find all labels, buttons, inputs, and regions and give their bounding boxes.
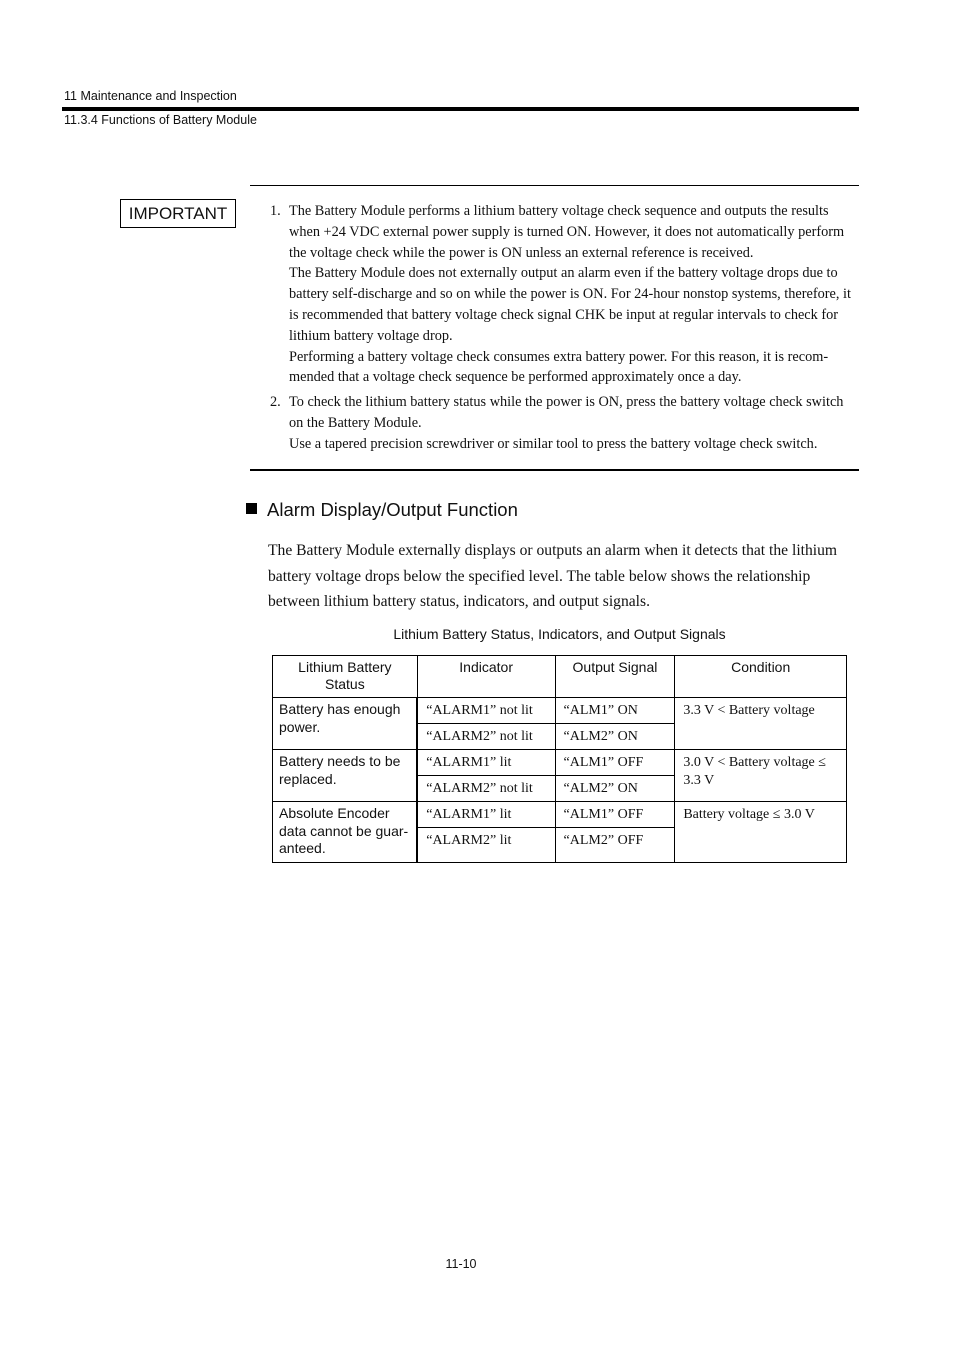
column-header: Lithium Battery Status	[273, 656, 418, 698]
note-paragraph: Performing a battery voltage check consumes extra battery power. For this reason, it is recom-mended that a voltage check sequence be performed approximately once a day.	[289, 348, 829, 386]
section-header: 11.3.4 Functions of Battery Module	[64, 113, 257, 127]
note-number: 2.	[270, 394, 281, 410]
section-heading	[246, 499, 518, 521]
section-heading-text: Alarm Display/Output Function	[267, 499, 518, 520]
important-bottom-rule	[250, 469, 859, 471]
indicator-cell: “ALARM1” not lit	[417, 698, 555, 724]
note-paragraph: The Battery Module performs a lithium battery voltage check sequence and outputs the results when +24 VDC external power supply is turned ON. However, it does not automatically perform the voltage check while the power is ON unless an external reference is received.	[289, 203, 845, 261]
note-paragraph: The Battery Module does not externally output an alarm even if the battery voltage drops due to battery self-discharge and so on while the power is ON. For 24-hour nonstop systems, therefore, it is recommended that battery voltage check signal CHK be input at regular intervals to check for lithium battery voltage drop.	[289, 265, 851, 344]
status-cell: Battery needs to be replaced.	[273, 750, 418, 802]
indicator-cell: “ALARM2” lit	[417, 828, 555, 863]
note-paragraph: Use a tapered precision screwdriver or similar tool to press the battery voltage check switch.	[289, 435, 818, 452]
page-number: 11-10	[445, 1257, 477, 1271]
output-cell: “ALM2” ON	[555, 724, 675, 750]
output-cell: “ALM2” ON	[555, 776, 675, 802]
chapter-header: 11 Maintenance and Inspection	[64, 89, 237, 103]
output-cell: “ALM1” OFF	[555, 750, 675, 776]
important-note-2	[270, 392, 860, 454]
column-header: Output Signal	[555, 656, 675, 698]
status-cell: Absolute Encoder data cannot be guar-anteed.	[273, 802, 418, 863]
condition-cell: Battery voltage ≤ 3.0 V	[675, 802, 847, 863]
note-number: 1.	[270, 203, 281, 219]
note-paragraph: To check the lithium battery status while the power is ON, press the battery voltage check switch on the Battery Module.	[289, 394, 844, 431]
column-header: Indicator	[417, 656, 555, 698]
output-cell: “ALM1” OFF	[555, 802, 675, 828]
indicator-cell: “ALARM1” lit	[417, 750, 555, 776]
important-note-1	[270, 201, 860, 388]
important-badge: IMPORTANT	[120, 199, 236, 228]
output-cell: “ALM1” ON	[555, 698, 675, 724]
indicator-cell: “ALARM1” lit	[417, 802, 555, 828]
condition-cell: 3.3 V < Battery voltage	[675, 698, 847, 750]
battery-status-table	[272, 655, 847, 863]
table-caption: Lithium Battery Status, Indicators, and Output Signals	[393, 626, 726, 642]
important-top-rule	[250, 185, 859, 186]
indicator-cell: “ALARM2” not lit	[417, 724, 555, 750]
table-row	[273, 802, 847, 828]
square-bullet-icon	[246, 503, 257, 514]
table-row	[273, 698, 847, 724]
condition-cell: 3.0 V < Battery voltage ≤ 3.3 V	[675, 750, 847, 802]
header-rule	[62, 107, 859, 111]
status-cell: Battery has enough power.	[273, 698, 418, 750]
indicator-cell: “ALARM2” not lit	[417, 776, 555, 802]
output-cell: “ALM2” OFF	[555, 828, 675, 863]
column-header: Condition	[675, 656, 847, 698]
intro-paragraph: The Battery Module externally displays or outputs an alarm when it detects that the lithium battery voltage drops below the specified level. The table below shows the relationship between lithium battery status, indicators, and output signals.	[268, 542, 838, 610]
table-row	[273, 750, 847, 776]
table-header-row	[273, 656, 847, 698]
